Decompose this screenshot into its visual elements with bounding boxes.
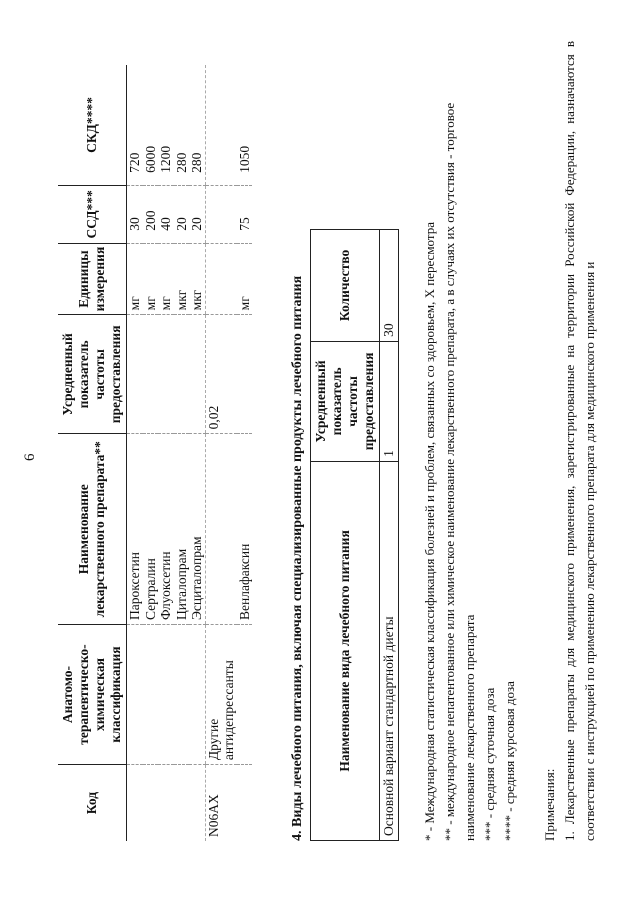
drug-ssd: 30 [127, 185, 143, 243]
header-diet-freq: Усредненный показатель частоты предоставления [311, 341, 380, 461]
drug-skd: 720 [127, 65, 143, 185]
drug-unit: мкг [174, 243, 190, 315]
group-freq: 0,02 [205, 315, 237, 434]
drug-name: Пароксетин [127, 434, 143, 625]
table-row [143, 65, 159, 841]
remarks [540, 41, 600, 841]
drug-unit: мг [127, 243, 143, 315]
section-title: 4. Виды лечебного питания, включая специализированные продукты лечебного питания [290, 275, 305, 841]
drug-skd: 280 [189, 65, 205, 185]
drug-skd: 280 [174, 65, 190, 185]
diet-table [310, 229, 399, 841]
group-code: N06AX [205, 765, 237, 841]
drug-ssd: 40 [158, 185, 174, 243]
drug-ssd: 20 [189, 185, 205, 243]
drug-skd: 1200 [158, 65, 174, 185]
group-atc: Другие антидепрессанты [205, 625, 237, 765]
drug-name: Эсциталопрам [189, 434, 205, 625]
drug-skd: 6000 [143, 65, 159, 185]
drug-name: Венлафаксин [237, 434, 253, 625]
header-freq: Усредненный показатель частоты предоставления [58, 315, 127, 434]
footnote: *** - средняя суточная доза [482, 687, 497, 841]
drug-table [58, 65, 252, 841]
table-row [189, 65, 205, 841]
header-unit: Единицы измерения [58, 243, 127, 315]
table-row [237, 65, 253, 841]
diet-qty: 30 [380, 230, 399, 342]
drug-name: Флуоксетин [158, 434, 174, 625]
diet-table-header [311, 230, 380, 841]
header-diet-qty: Количество [311, 230, 380, 342]
remarks-title: Примечания: [542, 768, 557, 841]
drug-unit: мг [143, 243, 159, 315]
remarks-item: 1. Лекарственные препараты для медицинского применения, зарегистрированные на территории Российской Федерации, назначаются в соответствии с инструкцией по применению лекарственного препарата для медицинского применения и [562, 41, 597, 841]
table-row [174, 65, 190, 841]
header-code: Код [58, 765, 127, 841]
footnote: ** - международное непатентованное или химическое наименование лекарственного препарата, а в случаях их отсутствия - торговое наименование лекарственного препарата [442, 102, 477, 841]
header-skd: СКД**** [58, 65, 127, 185]
table-row [127, 65, 143, 841]
drug-skd: 1050 [237, 65, 253, 185]
diet-freq: 1 [380, 341, 399, 461]
header-drug: Наименование лекарственного препарата** [58, 434, 127, 625]
drug-name: Циталопрам [174, 434, 190, 625]
footnotes [420, 41, 520, 841]
footnote: **** - средняя курсовая доза [502, 681, 517, 841]
drug-ssd: 200 [143, 185, 159, 243]
header-diet-name: Наименование вида лечебного питания [311, 461, 380, 840]
drug-unit: мкг [189, 243, 205, 315]
drug-ssd: 20 [174, 185, 190, 243]
drug-unit: мг [237, 243, 253, 315]
drug-name: Сертралин [143, 434, 159, 625]
drug-unit: мг [158, 243, 174, 315]
header-ssd: ССД*** [58, 185, 127, 243]
table-row [158, 65, 174, 841]
table-row [205, 65, 237, 841]
drug-table-header [58, 65, 127, 841]
header-atc: Анатомо-терапевтическо-химическая классификация [58, 625, 127, 765]
drug-ssd: 75 [237, 185, 253, 243]
table-row [380, 230, 399, 841]
page-number: 6 [22, 453, 38, 461]
footnote: * - Международная статистическая классификация болезней и проблем, связанных со здоровьем, X пересмотра [422, 222, 437, 841]
diet-name: Основной вариант стандартной диеты [380, 461, 399, 840]
